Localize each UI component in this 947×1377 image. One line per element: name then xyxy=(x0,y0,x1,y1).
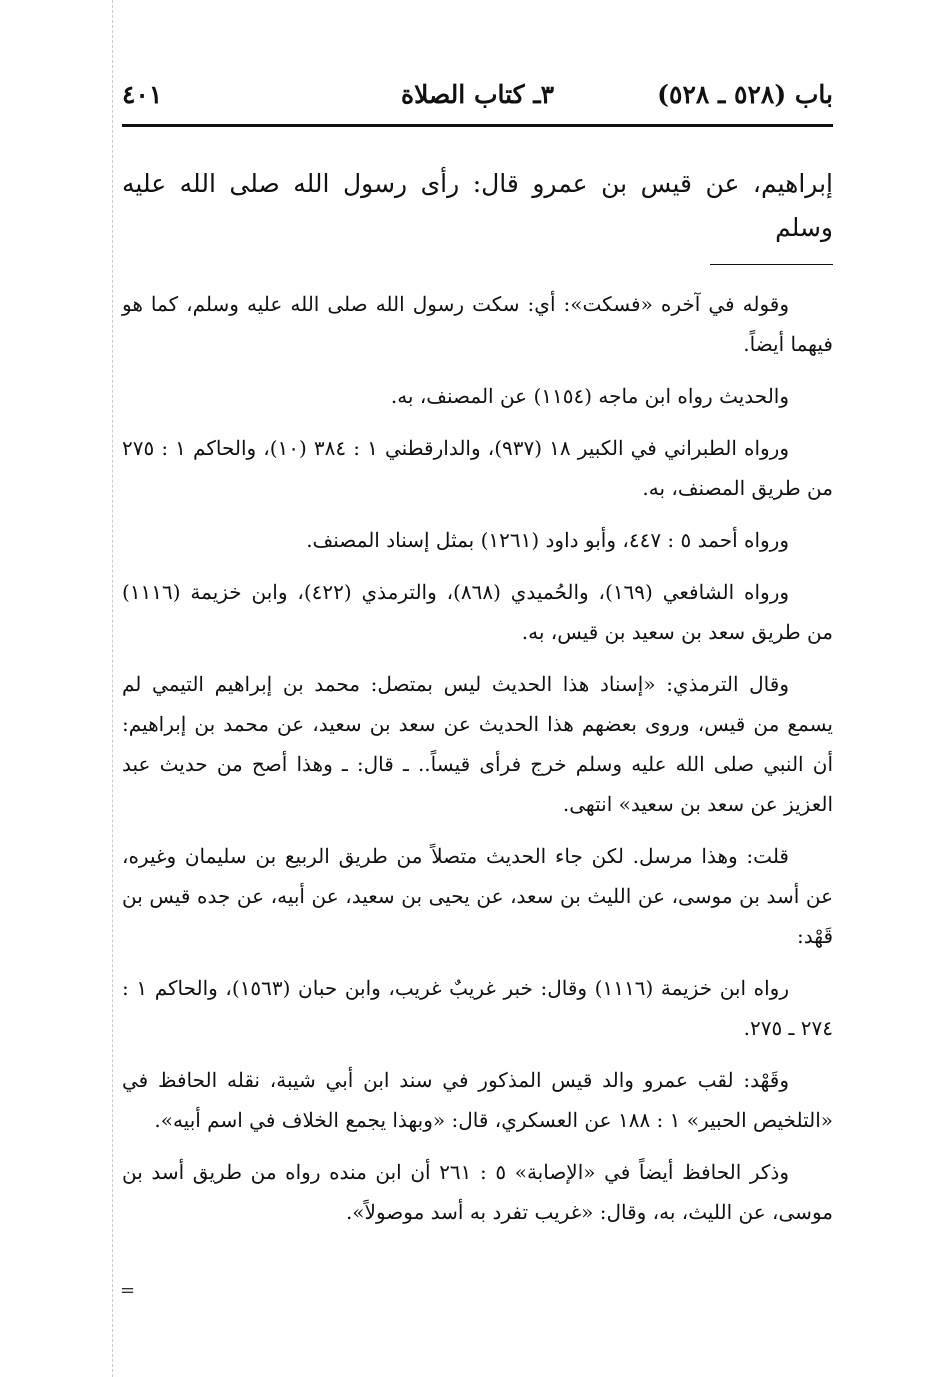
footnote-paragraph: رواه ابن خزيمة (١١١٦) وقال: خبر غريبٌ غريب، وابن حبان (١٥٦٣)، والحاكم ١ : ٢٧٤ ـ ٢٧٥. xyxy=(122,976,833,1040)
chapter-heading: باب (٥٢٨ ـ ٥٢٨) xyxy=(657,80,833,109)
footnote-separator xyxy=(710,264,833,265)
footnote-paragraph: وذكر الحافظ أيضاً في «الإصابة» ٥ : ٢٦١ أن ابن منده رواه من طريق أسد بن موسى، عن الليث، به، وقال: «غريب تفرد به أسد موصولاً». xyxy=(122,1160,833,1224)
end-mark: = xyxy=(120,1280,136,1301)
footnote-paragraph: وقوله في آخره «فسكت»: أي: سكت رسول الله صلى الله عليه وسلم، كما هو فيهما أيضاً. xyxy=(122,292,833,356)
page-number: ٤٠١ xyxy=(122,80,163,109)
footnote-paragraph: وقَهْد: لقب عمرو والد قيس المذكور في سند ابن أبي شيبة، نقله الحافظ في «التلخيص الحبير» ١ : ١٨٨ عن العسكري، قال: «وبهذا يجمع الخلاف في اسم أبيه». xyxy=(122,1068,833,1132)
main-text: إبراهيم، عن قيس بن عمرو قال: رأى رسول الله صلى الله عليه وسلم xyxy=(122,169,833,242)
footnote-paragraph: ورواه الطبراني في الكبير ١٨ (٩٣٧)، والدارقطني ١ : ٣٨٤ (١٠)، والحاكم ١ : ٢٧٥ من طريق المصنف، به. xyxy=(122,436,833,500)
running-header xyxy=(122,80,833,124)
footnote-paragraph: والحديث رواه ابن ماجه (١١٥٤) عن المصنف، به. xyxy=(390,384,789,408)
book-title: ٣ـ كتاب الصلاة xyxy=(400,80,555,109)
footnote-paragraph: قلت: وهذا مرسل. لكن جاء الحديث متصلاً من طريق الربيع بن سليمان وغيره، عن أسد بن موسى، عن الليث بن سعد، عن يحيى بن سعيد، عن أبيه، عن جده قيس بن قَهْد: xyxy=(122,844,833,948)
footnotes xyxy=(122,284,833,1244)
footnote-paragraph: ورواه الشافعي (١٦٩)، والحُميدي (٨٦٨)، والترمذي (٤٢٢)، وابن خزيمة (١١١٦) من طريق سعد بن سعيد بن قيس، به. xyxy=(122,580,833,644)
header-rule xyxy=(122,124,833,127)
footnote-paragraph: وقال الترمذي: «إسناد هذا الحديث ليس بمتصل: محمد بن إبراهيم التيمي لم يسمع من قيس، وروى بعضهم هذا الحديث عن سعد بن سعيد، عن محمد بن إبراهيم: أن النبي صلى الله عليه وسلم خرج فرأى قيساً.. ـ قال: ـ وهذا أصح من حديث عبد العزيز عن سعد بن سعيد» انتهى. xyxy=(122,672,833,816)
page-edge-line xyxy=(112,0,113,1377)
footnote-paragraph: ورواه أحمد ٥ : ٤٤٧، وأبو داود (١٢٦١) بمثل إسناد المصنف. xyxy=(306,528,789,552)
